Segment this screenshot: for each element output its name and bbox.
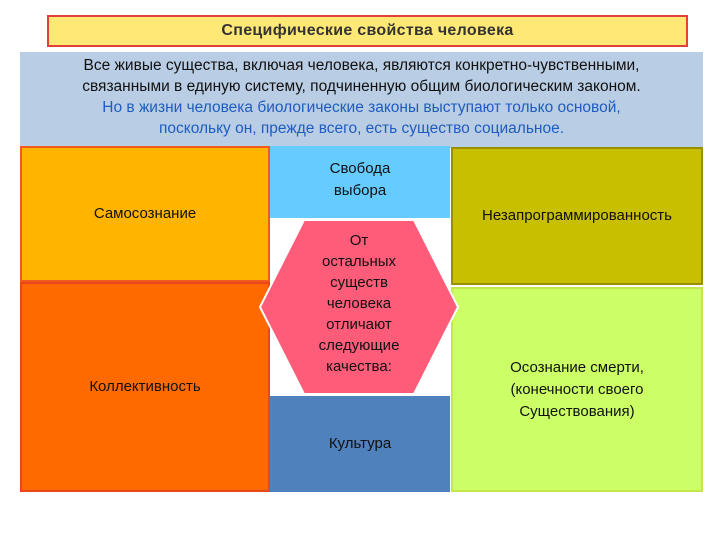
quality-box-culture bbox=[270, 396, 450, 492]
center-line: отличают bbox=[326, 316, 392, 333]
intro-text-block bbox=[20, 52, 703, 148]
quality-label-freedom-line-2: выбора bbox=[333, 182, 387, 199]
diagram-title: Специфические свойства человека bbox=[221, 22, 514, 39]
quality-label-unprogrammed: Незапрограммированность bbox=[482, 207, 672, 224]
center-line: следующие bbox=[318, 337, 400, 354]
quality-box-self-awareness bbox=[20, 146, 270, 282]
quality-box-death-awareness bbox=[451, 287, 703, 492]
quality-label-culture: Культура bbox=[328, 435, 392, 452]
intro-line-2: связанными в единую систему, подчиненную общим биологическим законом. bbox=[82, 78, 641, 95]
center-line: человека bbox=[326, 295, 392, 312]
quality-label-death-line-1: Осознание смерти, bbox=[510, 358, 644, 376]
intro-line-3: Но в жизни человека биологические законы выступают только основой, bbox=[102, 99, 621, 116]
center-line: остальных bbox=[321, 253, 397, 270]
center-line: существ bbox=[330, 274, 388, 291]
title-banner bbox=[47, 15, 688, 47]
quality-label-collectivity: Коллективность bbox=[89, 378, 201, 395]
center-text bbox=[300, 230, 418, 390]
quality-label-death-line-3: Существования) bbox=[519, 402, 635, 420]
quality-label-freedom-line-1: Свобода bbox=[329, 160, 391, 177]
quality-box-freedom bbox=[270, 146, 450, 218]
quality-box-unprogrammed bbox=[451, 147, 703, 285]
intro-line-1: Все живые существа, включая человека, являются конкретно-чувственными, bbox=[83, 57, 640, 74]
quality-box-collectivity bbox=[20, 282, 270, 492]
quality-label-self-awareness: Самосознание bbox=[93, 205, 197, 222]
center-line: От bbox=[349, 232, 369, 249]
quality-label-death-line-2: (конечности своего bbox=[510, 380, 644, 398]
center-line: качества: bbox=[326, 358, 392, 375]
intro-line-4: поскольку он, прежде всего, есть существо социальное. bbox=[158, 120, 564, 137]
